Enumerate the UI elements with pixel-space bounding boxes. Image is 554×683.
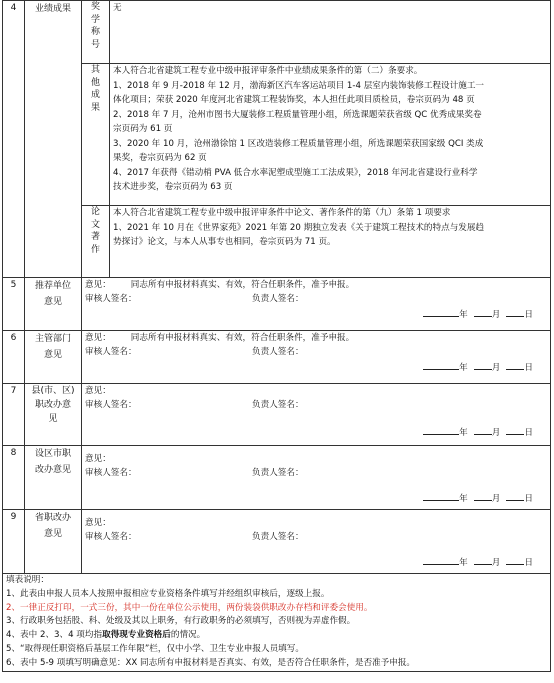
date-month-label: 月 bbox=[491, 428, 501, 438]
date-line bbox=[85, 424, 547, 441]
note-4-part-c: 的情况。 bbox=[170, 630, 206, 641]
day-blank[interactable] bbox=[506, 306, 524, 317]
date-year-label: 年 bbox=[459, 428, 468, 438]
date-day-label: 日 bbox=[524, 428, 533, 438]
month-blank[interactable] bbox=[474, 554, 492, 565]
date-day-label: 日 bbox=[524, 558, 533, 568]
papers-content bbox=[110, 206, 551, 278]
other-line: 1、2018 年 9 月-2018 年 12 月，渤海新区汽车客运站项目 1-4 层室内装饰装修工程设计施工一 bbox=[113, 80, 485, 91]
year-blank[interactable] bbox=[423, 359, 459, 370]
other-line: 4、2017 年获得《错动梢 PVA 低合水率泥塑成型施工工法成果》，2018 年河北省建设行业科学 bbox=[113, 167, 478, 178]
row-label-achievements: 业绩成果 bbox=[25, 1, 82, 278]
leader-signature-label: 负责人签名： bbox=[252, 400, 304, 410]
other-line: 3、2020 年 10 月，沧州渤徐馆 1 区改造装修工程质量管理小组，所选课题荣获国家级 QCI 类成 bbox=[113, 138, 484, 149]
date-month-label: 月 bbox=[491, 310, 501, 320]
year-blank[interactable] bbox=[423, 554, 459, 565]
date-day-label: 日 bbox=[524, 494, 533, 504]
leader-signature-label: 负责人签名： bbox=[252, 347, 304, 357]
month-blank[interactable] bbox=[474, 306, 492, 317]
opinion-label: 意见： bbox=[85, 280, 111, 290]
reviewer-signature-label: 审核人签名： bbox=[85, 347, 137, 357]
signature-line bbox=[85, 530, 547, 544]
paper-line: 势探讨》论文，与本人从事专也相同，卷宗页码为 71 页。 bbox=[113, 237, 336, 247]
filling-instructions bbox=[3, 574, 551, 672]
other-line: 本人符合北省建筑工程专业中级申报评审条件中业绩成果条件的第（二）条要求。 bbox=[113, 66, 423, 76]
other-line: 体化项目；荣获 2020 年度河北省建筑工程装饰奖，本人担任此项目质检员，卷宗页码为 48 页 bbox=[113, 95, 475, 105]
signature-line bbox=[85, 292, 547, 306]
reviewer-signature-label: 审核人签名： bbox=[85, 468, 137, 478]
other-achievements-content bbox=[110, 64, 551, 206]
reviewer-signature-label: 审核人签名： bbox=[85, 400, 137, 410]
row-number: 5 bbox=[3, 278, 25, 331]
opinion-cell bbox=[82, 278, 551, 331]
note-4-emphasis: 取得现专业资格后 bbox=[102, 630, 171, 641]
notes-title: 填表说明： bbox=[6, 575, 49, 585]
day-blank[interactable] bbox=[506, 424, 524, 435]
note-6: 6、表中 5-9 项填写明确意见：XX 同志所有申报材料是否真实、有效，是否符合任职条件，是否准予申报。 bbox=[6, 657, 416, 668]
row-number: 7 bbox=[3, 384, 25, 446]
year-blank[interactable] bbox=[423, 424, 459, 435]
sub-label-papers bbox=[82, 206, 110, 278]
awards-value: 无 bbox=[113, 3, 122, 13]
other-line: 果奖，卷宗页码为 62 页 bbox=[113, 153, 207, 163]
row-label-city: 设区市职 改办意见 bbox=[25, 446, 82, 510]
sub-label-papers-text: 论 文 著 作 bbox=[90, 207, 100, 255]
row-label-county: 县(市、区) 职改办意 见 bbox=[25, 384, 82, 446]
signature-line bbox=[85, 345, 547, 359]
opinion-label: 意见： bbox=[85, 518, 111, 528]
row-number: 6 bbox=[3, 331, 25, 384]
row-recommender-opinion bbox=[3, 278, 551, 331]
row-label-province: 省职改办 意见 bbox=[25, 510, 82, 574]
row-awards bbox=[3, 1, 551, 64]
leader-signature-label: 负责人签名： bbox=[252, 294, 304, 304]
opinion-label: 意见： bbox=[85, 386, 111, 396]
date-month-label: 月 bbox=[491, 363, 501, 373]
opinion-cell bbox=[82, 510, 551, 574]
date-day-label: 日 bbox=[524, 363, 533, 373]
opinion-line bbox=[85, 278, 547, 292]
note-4 bbox=[6, 629, 547, 643]
date-line bbox=[85, 554, 547, 571]
row-number: 9 bbox=[3, 510, 25, 574]
row-county-opinion bbox=[3, 384, 551, 446]
paper-line: 1、2021 年 10 月在《世界家苑》2021 年第 20 期独立发表《关于建筑工程技术的特点与发展趋 bbox=[113, 222, 485, 233]
leader-signature-label: 负责人签名： bbox=[252, 468, 304, 478]
date-month-label: 月 bbox=[491, 494, 501, 504]
note-4-part-a: 4、表中 2、3、4 项均指 bbox=[6, 630, 103, 641]
sub-label-other-text: 其 他 成 果 bbox=[90, 65, 100, 113]
row-department-opinion bbox=[3, 331, 551, 384]
opinion-text: 同志所有申报材料真实、有效，符合任职条件，准予申报。 bbox=[130, 280, 355, 290]
date-year-label: 年 bbox=[459, 494, 468, 504]
opinion-line bbox=[85, 384, 547, 398]
signature-line bbox=[85, 398, 547, 412]
row-other-achievements bbox=[3, 64, 551, 206]
date-line bbox=[85, 359, 547, 376]
row-notes bbox=[3, 574, 551, 672]
sub-label-awards bbox=[82, 1, 110, 64]
sub-label-awards-text: 奖 学 称 号 bbox=[90, 2, 100, 50]
signature-line bbox=[85, 466, 547, 480]
note-5: 5、“取得现任职资格后基层工作年限”栏，仅中小学、卫生专业申报人员填写。 bbox=[6, 643, 304, 654]
paper-line: 本人符合北省建筑工程专业中级申报评审条件中论文、著作条件的第（九）条第 1 项要求 bbox=[113, 208, 451, 218]
month-blank[interactable] bbox=[474, 359, 492, 370]
date-day-label: 日 bbox=[524, 310, 533, 320]
day-blank[interactable] bbox=[506, 359, 524, 370]
opinion-cell bbox=[82, 331, 551, 384]
year-blank[interactable] bbox=[423, 490, 459, 501]
date-year-label: 年 bbox=[459, 310, 468, 320]
leader-signature-label: 负责人签名： bbox=[252, 532, 304, 542]
sub-label-other bbox=[82, 64, 110, 206]
month-blank[interactable] bbox=[474, 424, 492, 435]
opinion-line bbox=[85, 331, 547, 345]
opinion-cell bbox=[82, 446, 551, 510]
row-city-opinion bbox=[3, 446, 551, 510]
row-number: 8 bbox=[3, 446, 25, 510]
month-blank[interactable] bbox=[474, 490, 492, 501]
date-line bbox=[85, 490, 547, 507]
note-1: 1、此表由申报人员本人按照申报相应专业资格条件填写并经组织审核后，逐级上报。 bbox=[6, 588, 330, 599]
opinion-cell bbox=[82, 384, 551, 446]
row-label-department: 主管部门 意见 bbox=[25, 331, 82, 384]
note-2-warning: 2、一律正反打印，一式三份，其中一份在单位公示使用，两份装袋供职改办存档和评委会使用。 bbox=[6, 602, 373, 613]
opinion-line bbox=[85, 452, 547, 466]
day-blank[interactable] bbox=[506, 554, 524, 565]
date-year-label: 年 bbox=[459, 363, 468, 373]
awards-content bbox=[110, 1, 551, 64]
year-blank[interactable] bbox=[423, 306, 459, 317]
opinion-text: 同志所有申报材料真实、有效，符合任职条件，准予申报。 bbox=[130, 333, 355, 343]
other-line: 2、2018 年 7 月，沧州市图书大厦装修工程质量管理小组，所选课题荣获省级 QC 优秀成果奖卷 bbox=[113, 109, 482, 120]
row-number: 4 bbox=[3, 1, 25, 278]
reviewer-signature-label: 审核人签名： bbox=[85, 532, 137, 542]
day-blank[interactable] bbox=[506, 490, 524, 501]
reviewer-signature-label: 审核人签名： bbox=[85, 294, 137, 304]
other-line: 宗页码为 61 页 bbox=[113, 124, 173, 134]
date-year-label: 年 bbox=[459, 558, 468, 568]
note-3: 3、行政职务包括股、科、处级及其以上职务，有行政职务的必须填写，否则视为弄虚作假。 bbox=[6, 616, 356, 627]
row-province-opinion bbox=[3, 510, 551, 574]
opinion-label: 意见： bbox=[85, 454, 111, 464]
date-month-label: 月 bbox=[491, 558, 501, 568]
opinion-label: 意见： bbox=[85, 333, 111, 343]
opinion-line bbox=[85, 516, 547, 530]
row-label-recommender: 推荐单位 意见 bbox=[25, 278, 82, 331]
date-line bbox=[85, 306, 547, 323]
application-form-table bbox=[2, 0, 551, 672]
row-papers bbox=[3, 206, 551, 278]
other-line: 技术进步奖，卷宗页码为 63 页 bbox=[113, 182, 233, 192]
